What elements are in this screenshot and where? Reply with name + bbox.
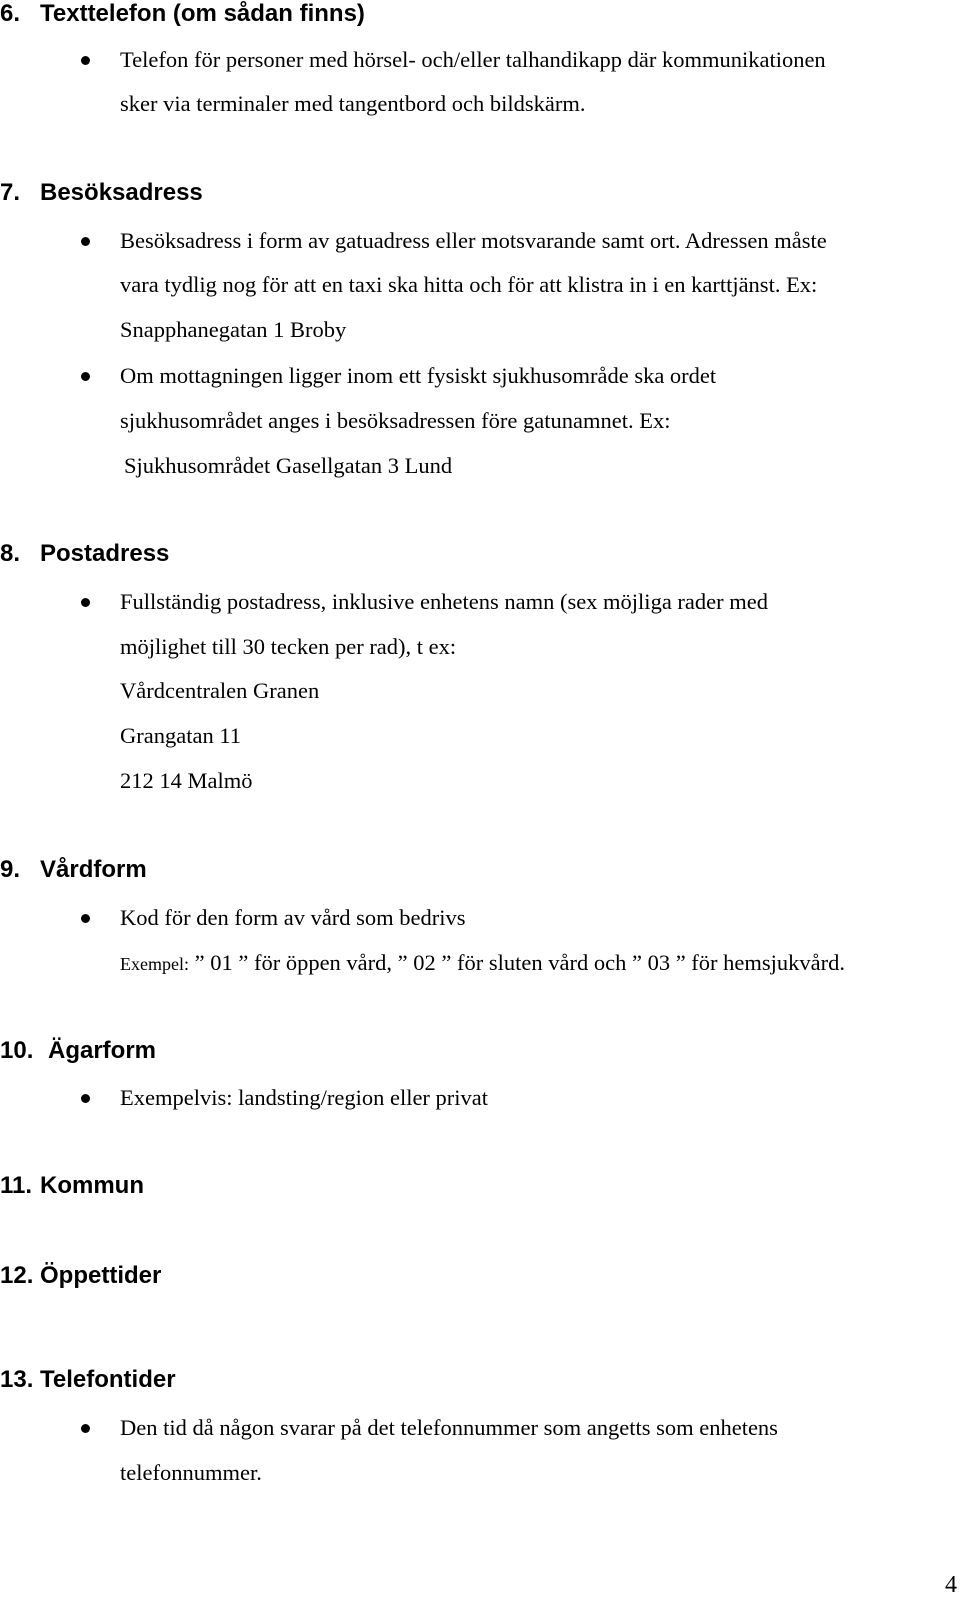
body-line: Om mottagningen ligger inom ett fysiskt sjukhusområde ska ordet bbox=[120, 363, 717, 388]
body-line: Den tid då någon svarar på det telefonnummer som angetts som enhetens bbox=[120, 1415, 778, 1440]
bullet-icon bbox=[81, 1424, 90, 1433]
section-title: Ägarform bbox=[48, 1037, 157, 1064]
section-number: 10. bbox=[0, 1037, 34, 1064]
body-line: Fullständig postadress, inklusive enhetens namn (sex möjliga rader med bbox=[120, 589, 768, 614]
section-heading-8 bbox=[0, 540, 169, 568]
body-line: 212 14 Malmö bbox=[120, 768, 253, 793]
body-line: Sjukhusområdet Gasellgatan 3 Lund bbox=[124, 453, 453, 478]
section-number: 12. bbox=[0, 1262, 34, 1289]
section-heading-12 bbox=[0, 1262, 161, 1290]
section-number: 9. bbox=[0, 856, 21, 883]
bullet-icon bbox=[81, 237, 90, 246]
section-number: 11. bbox=[0, 1172, 33, 1199]
section-number: 13. bbox=[0, 1366, 34, 1393]
section-number: 6. bbox=[0, 0, 21, 27]
body-line: sker via terminaler med tangentbord och bildskärm. bbox=[120, 91, 586, 116]
body-line: sjukhusområdet anges i besöksadressen före gatunamnet. Ex: bbox=[120, 408, 671, 433]
bullet-icon bbox=[81, 1094, 90, 1103]
section-heading-9 bbox=[0, 856, 147, 884]
page-number: 4 bbox=[945, 1572, 957, 1598]
body-line: Exempelvis: landsting/region eller privat bbox=[120, 1085, 489, 1110]
section-title: Postadress bbox=[40, 540, 170, 567]
section-number: 7. bbox=[0, 179, 21, 206]
section-heading-13 bbox=[0, 1366, 176, 1394]
bullet-icon bbox=[81, 372, 90, 381]
section-title: Öppettider bbox=[40, 1262, 162, 1289]
section-heading-6 bbox=[0, 0, 365, 28]
body-line: Grangatan 11 bbox=[120, 723, 241, 748]
body-line: telefonnummer. bbox=[120, 1460, 262, 1485]
bullet-icon bbox=[81, 914, 90, 923]
section-title: Texttelefon (om sådan finns) bbox=[40, 0, 365, 27]
section-heading-11 bbox=[0, 1172, 144, 1200]
example-text: ” 01 ” för öppen vård, ” 02 ” för sluten vård och ” 03 ” för hemsjukvård. bbox=[188, 950, 846, 975]
section-title: Kommun bbox=[40, 1172, 144, 1199]
bullet-icon bbox=[81, 598, 90, 607]
section-number: 8. bbox=[0, 540, 21, 567]
body-line: Besöksadress i form av gatuadress eller motsvarande samt ort. Adressen måste bbox=[120, 228, 827, 253]
section-title: Telefontider bbox=[40, 1366, 176, 1393]
body-line: vara tydlig nog för att en taxi ska hitta och för att klistra in i en karttjänst. Ex: bbox=[120, 272, 818, 297]
body-line: möjlighet till 30 tecken per rad), t ex: bbox=[120, 634, 457, 659]
body-line: Telefon för personer med hörsel- och/eller talhandikapp där kommunikationen bbox=[120, 47, 826, 72]
body-line: Vårdcentralen Granen bbox=[120, 678, 320, 703]
body-line: Kod för den form av vård som bedrivs bbox=[120, 905, 466, 930]
example-label: Exempel: bbox=[120, 954, 189, 974]
body-line: Snapphanegatan 1 Broby bbox=[120, 317, 347, 342]
section-title: Besöksadress bbox=[40, 179, 203, 206]
section-title: Vårdform bbox=[40, 856, 147, 883]
section-heading-7 bbox=[0, 179, 203, 207]
bullet-icon bbox=[81, 56, 90, 65]
section-heading-10 bbox=[0, 1037, 156, 1065]
example-line bbox=[120, 949, 845, 978]
